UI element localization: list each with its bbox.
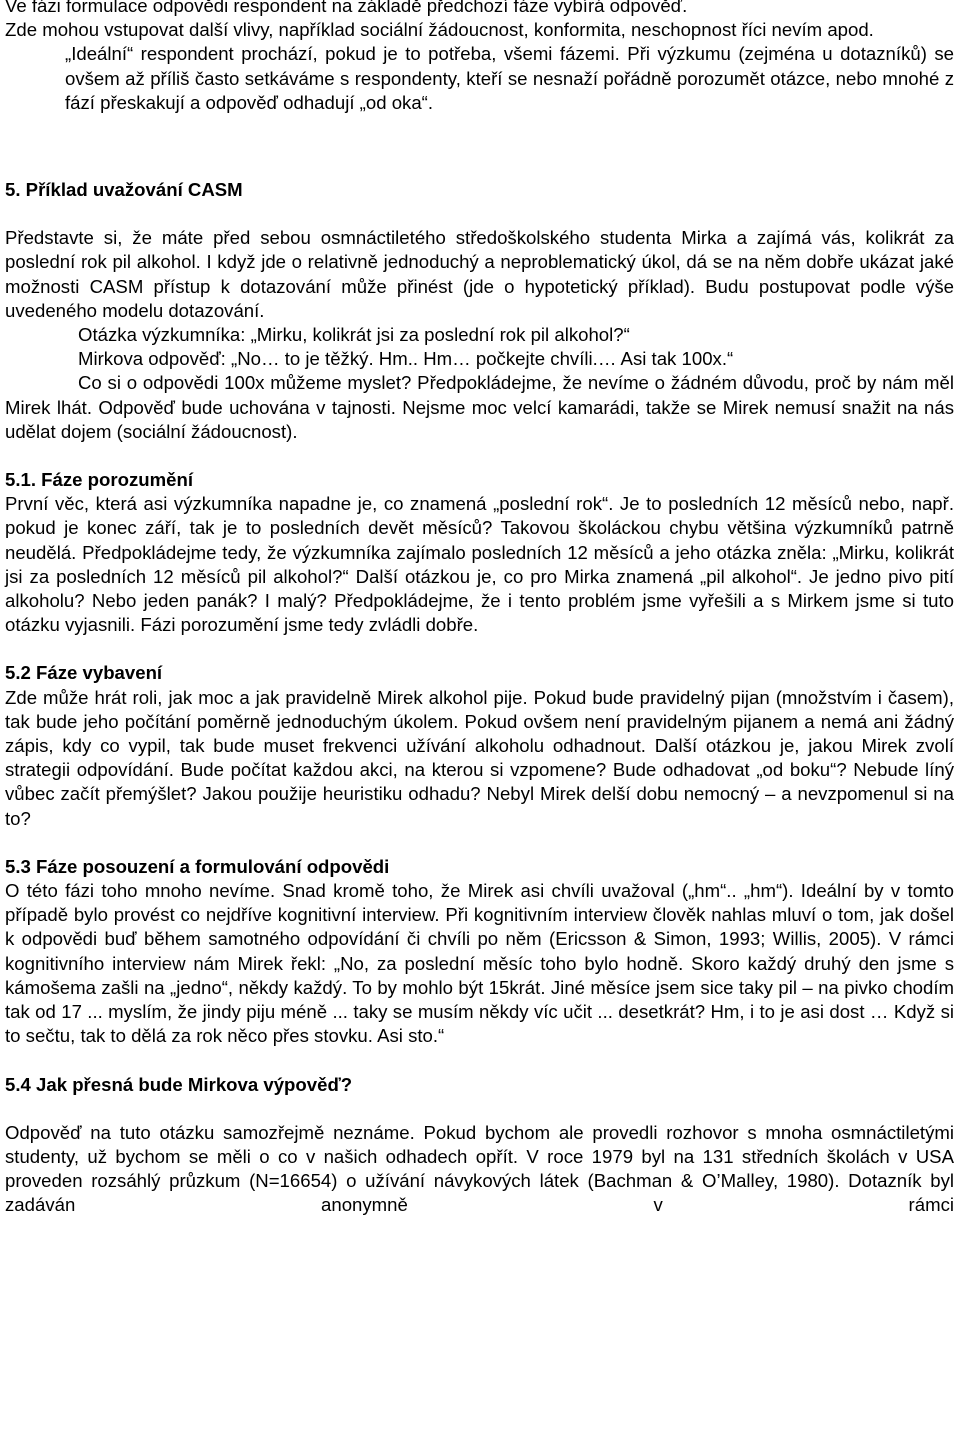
section-heading-5-1: 5.1. Fáze porozumění [5, 469, 194, 491]
fragment-line-1: Ve fázi formulace odpovědi respondent na základě předchozí fáze vybírá odpověď. [5, 0, 688, 16]
section-5-1-text: První věc, která asi výzkumníka napadne je, co znamená „poslední rok“. Je to posledních 12 měsíců nebo, např. pokud je konec září, tak je to posledních devět měsíců? Takovou školáckou chybu většina výzkumníků patrně neudělá. Předpokládejme tedy, že výzkumníka zajímalo posledních 12 měsíců a jeho otázka zněla: „Mirku, kolikrát jsi za posledních 12 měsíců pil alkohol?“ Další otázkou je, co pro Mirka znamená „pil alkohol“. Je jedno pivo pití alkoholu? Nebo jeden panák? I malý? Předpokládejme, že i tento problém jsme vyřešili a s Mirkem jsme si tuto otázku vyjasnili. Fázi porozumění jsme tedy zvládli dobře. [5, 493, 954, 636]
section-5-4-text: Odpověď na tuto otázku samozřejmě neznáme. Pokud bychom ale provedli rozhovor s mnoha osmnáctiletými studenty, už bychom se měli o co v našich odhadech opřít. V roce 1979 byl na 131 středních školách v USA proveden rozsáhlý průzkum (N=16654) o užívání návykových látek (Bachman & O’Malley, 1980). Dotazník byl zadáván anonymně v rámci [5, 1121, 954, 1216]
section-5-intro: Představte si, že máte před sebou osmnáctiletého středoškolského studenta Mirka a zajímá vás, kolikrát za poslední rok pil alkohol. I když jde o relativně jednoduchý a neproblematický úkol, dá se na něm dobře ukázat jaké možnosti CASM přístup k dotazování může přinést (jde o hypotetický příklad). Budu postupovat podle výše uvedeného modelu dotazování. [5, 227, 954, 321]
section-5-2-text: Zde může hrát roli, jak moc a jak pravidelně Mirek alkohol pije. Pokud bude pravidelný pijan (množstvím i časem), tak bude jeho počítání poměrně jednoduchým úkolem. Pokud ovšem není pravidelným pijanem a nemá ani žádný zápis, kdy co vypil, tak bude muset frekvenci užívání alkoholu odhadnout. Další otázkou je, jakou Mirek zvolí strategii odpovídání. Bude počítat každou akci, na kterou si vzpomene? Bude odhadovat „od boku“? Nebude líný vůbec začít přemýšlet? Jakou použije heuristiku odhadu? Nebyl Mirek delší dobu nemocný – a nevzpomenul si na to? [5, 686, 954, 829]
section-heading-5-4: 5.4 Jak přesná bude Mirkova výpověď? [5, 1073, 353, 1095]
section-heading-5: 5. Příklad uvažování CASM [5, 179, 243, 200]
mirek-answer: Mirkova odpověď: „No… to je těžký. Hm.. Hm… počkejte chvíli.… Asi tak 100x.“ [78, 348, 734, 370]
fragment-line-2: Zde mohou vstupovat další vlivy, například sociální žádoucnost, konformita, neschopnost říci nevím apod. [5, 19, 874, 41]
reflection-paragraph: Co si o odpovědi 100x můžeme myslet? Předpokládejme, že nevíme o žádném důvodu, proč by nám měl Mirek lhát. Odpověď bude uchována v tajnosti. Nejsme moc velcí kamarádi, takže se Mirek nemusí snažit na nás udělat dojem (sociální žádoucnost). [5, 372, 954, 442]
section-5-3-text: O této fázi toho mnoho nevíme. Snad kromě toho, že Mirek asi chvíli uvažoval („hm“.. „hm“). Ideální by v tomto případě bylo provést co nejdříve kognitivní interview. Při kognitivním interview člověk nahlas mluví o tom, jak došel k odpovědi buď během samotného odpovídání či chvíli po něm (Ericsson & Simon, 1993; Willis, 2005). V rámci kognitivního interview nám Mirek řekl: „No, za poslední měsíc toho bylo hodně. Skoro každý druhý den jsme s kámošema zašli na „jedno“, někdy každý. To by mohlo být 15krát. Jiné měsíce jsem sice taky pil – na pivko chodím tak od 17 ... myslím, že jindy piju méně ... taky se musím někdy víc učit ... desetkrát? Hm, i to je asi dost … Když si to sečtu, tak to dělá za rok něco přes stovku. Asi sto.“ [5, 880, 954, 1047]
researcher-question: Otázka výzkumníka: „Mirku, kolikrát jsi za poslední rok pil alkohol?“ [78, 324, 630, 346]
previous-page-fragment [5, 0, 954, 115]
section-heading-5-3: 5.3 Fáze posouzení a formulování odpovědi [5, 855, 390, 877]
document-body [5, 0, 954, 1218]
fragment-paragraph-ideal-respondent: „Ideální“ respondent prochází, pokud je to potřeba, všemi fázemi. Při výzkumu (zejména u dotazníků) se ovšem až příliš často setkáváme s respondenty, kteří se nesnaží pořádně porozumět otázce, nebo mnohé z fází přeskakují a odpověď odhadují „od oka“. [65, 43, 954, 113]
section-heading-5-2: 5.2 Fáze vybavení [5, 662, 163, 684]
section-5-dialogue [5, 323, 954, 444]
